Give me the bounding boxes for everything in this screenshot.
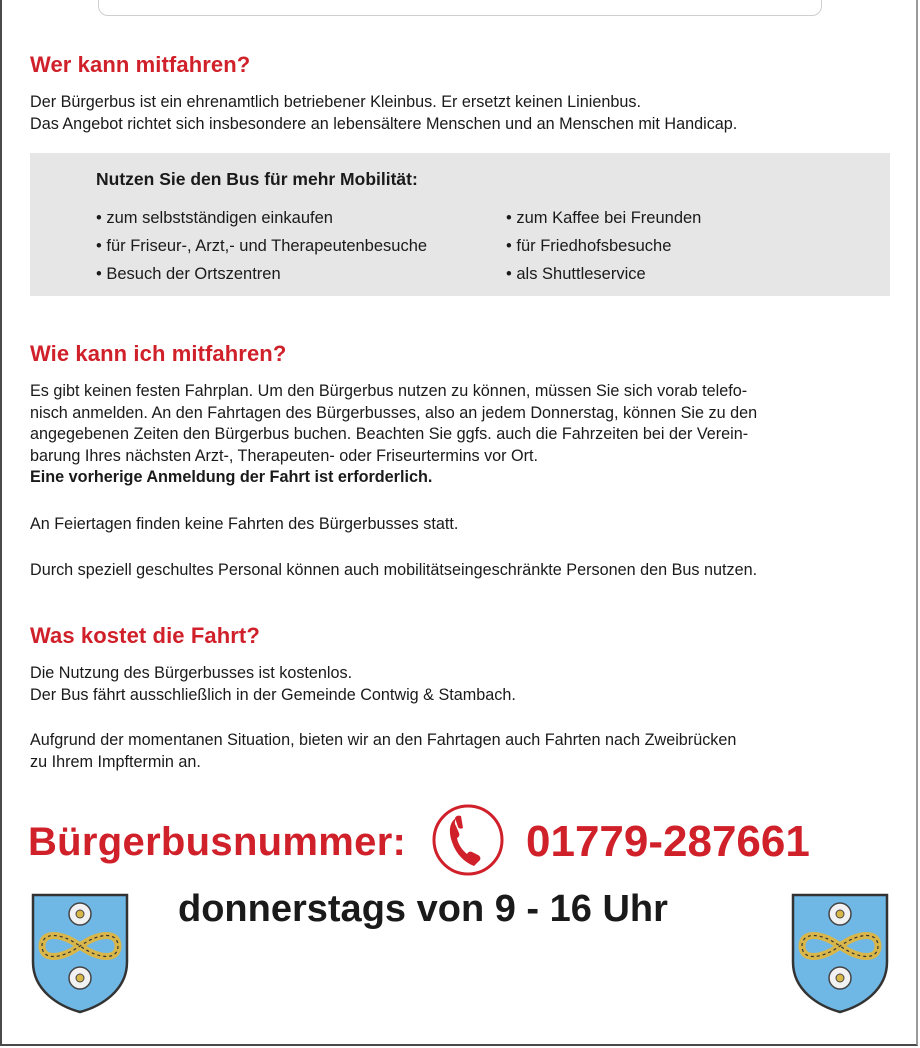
staff-note: Durch speziell geschultes Personal können auch mobilitätseingeschränkte Personen den Bus nutzen. — [30, 561, 758, 579]
booking-line: nisch anmelden. An den Fahrtagen des Bürgerbusses, also an jedem Donnerstag, können Sie zu den — [30, 403, 758, 422]
hotline-label: Bürgerbusnummer: — [28, 820, 407, 864]
list-item: • zum Kaffee bei Freunden — [506, 204, 701, 232]
intro-paragraph — [30, 92, 900, 135]
cost-line: Der Bus fährt ausschließlich in der Gemeinde Contwig & Stambach. — [30, 685, 516, 704]
coat-of-arms-icon — [30, 892, 130, 1014]
intro-line: Der Bürgerbus ist ein ehrenamtlich betriebener Kleinbus. Er ersetzt keinen Linienbus. — [30, 93, 641, 111]
registration-required-note: Eine vorherige Anmeldung der Fahrt ist erforderlich. — [30, 468, 433, 486]
coat-of-arms-icon — [790, 892, 890, 1014]
usage-box-title: Nutzen Sie den Bus für mehr Mobilität: — [96, 169, 418, 189]
hotline-number: 01779-287661 — [520, 814, 882, 870]
list-item: • für Friedhofsbesuche — [506, 232, 701, 260]
service-hours: donnerstags von 9 - 16 Uhr — [178, 888, 668, 930]
cost-line: Die Nutzung des Bürgerbusses ist kostenlos. — [30, 664, 353, 682]
heading-who-can-ride: Wer kann mitfahren? — [30, 52, 251, 77]
usage-list-right — [506, 204, 701, 288]
holiday-note: An Feiertagen finden keine Fahrten des Bürgerbusses statt. — [30, 515, 459, 533]
intro-line: Das Angebot richtet sich insbesondere an lebensältere Menschen und an Menschen mit Handicap. — [30, 114, 738, 133]
booking-paragraph — [30, 381, 900, 489]
list-item: • als Shuttleservice — [506, 260, 701, 288]
list-item: • zum selbstständigen einkaufen — [96, 204, 427, 232]
usage-list-left — [96, 204, 427, 288]
heading-cost: Was kostet die Fahrt? — [30, 623, 260, 648]
list-item: • Besuch der Ortszentren — [96, 260, 427, 288]
phone-icon — [428, 800, 508, 880]
top-card-edge — [98, 0, 822, 16]
heading-how-to-ride: Wie kann ich mitfahren? — [30, 341, 287, 366]
vaccination-paragraph — [30, 730, 900, 773]
vaccination-line: zu Ihrem Impftermin an. — [30, 752, 201, 771]
cost-paragraph — [30, 663, 900, 706]
usage-box — [30, 153, 890, 296]
booking-line: Es gibt keinen festen Fahrplan. Um den Bürgerbus nutzen zu können, müssen Sie sich vorab telefo- — [30, 382, 748, 400]
booking-line: barung Ihres nächsten Arzt-, Therapeuten- oder Friseurtermins vor Ort. — [30, 446, 539, 465]
vaccination-line: Aufgrund der momentanen Situation, bieten wir an den Fahrtagen auch Fahrten nach Zweibrücken — [30, 731, 737, 749]
booking-line: angegebenen Zeiten den Bürgerbus buchen. Beachten Sie ggfs. auch die Fahrzeiten bei der Verein- — [30, 425, 749, 443]
list-item: • für Friseur-, Arzt,- und Therapeutenbesuche — [96, 232, 427, 260]
